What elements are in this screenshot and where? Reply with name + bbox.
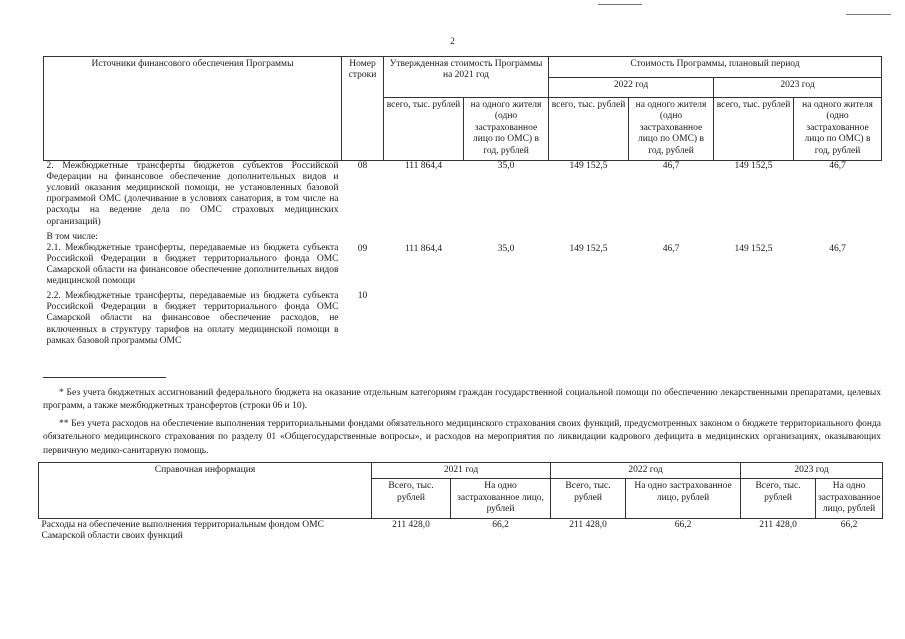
header-per-insured-2023: На одно застрахованное лицо, рублей [816, 479, 883, 518]
row-number: 10 [357, 291, 368, 302]
value-2023-total: 149 152,5 [734, 161, 773, 171]
value-2023-total [714, 291, 794, 347]
value-2023-total: 149 152,5 [734, 243, 773, 254]
header-reference-info: Справочная информация [39, 463, 372, 519]
value-2021-per-capita: 35,0 [497, 161, 515, 171]
row-source-text: 2.1. Межбюджетные трансферты, передаваемые из бюджета субъекта Российской Федерации в бюджет территориального фонда ОМС Самарской области на финансовое обеспечение дополнительных видов медицинской помощи [46, 242, 339, 287]
header-total-2022: всего, тыс. рублей [549, 98, 629, 161]
table-row [39, 518, 883, 543]
header-per-insured-2021: На одно застрахованное лицо, рублей [451, 479, 551, 518]
reference-info-table [38, 462, 883, 543]
header-per-insured-2022: На одно застрахованное лицо, рублей [626, 479, 741, 518]
page-number: 2 [450, 37, 455, 47]
value-2023-per-capita: 46,7 [829, 161, 846, 171]
header-per-capita-2021: на одного жителя (одно застрахованное лицо по ОМС) в год, рублей [464, 98, 549, 161]
value-2022-total: 149 152,5 [569, 161, 608, 171]
header-per-capita-2023: на одного жителя (одно застрахованное лицо по ОМС) в год, рублей [794, 98, 882, 161]
financing-sources-table [43, 56, 882, 347]
ref-value-2022-per-insured: 66,2 [674, 519, 692, 530]
header-source: Источники финансового обеспечения Программы [44, 57, 342, 161]
header-row-number: Номер строки [342, 57, 384, 161]
header-year-2022: 2022 год [551, 463, 741, 479]
value-2021-per-capita: 35,0 [497, 243, 515, 254]
value-2022-per-capita: 46,7 [662, 243, 680, 254]
header-year-2022: 2022 год [549, 77, 714, 98]
header-total-2023: всего, тыс. рублей [714, 98, 794, 161]
ref-value-2023-total: 211 428,0 [759, 519, 797, 530]
header-total-2021: Всего, тыс. рублей [372, 479, 451, 518]
ref-value-2022-total: 211 428,0 [569, 519, 607, 530]
footnote-divider [43, 377, 166, 378]
value-2022-total: 149 152,5 [569, 243, 608, 254]
header-year-2023: 2023 год [741, 463, 883, 479]
header-total-2021: всего, тыс. рублей [384, 98, 464, 161]
scan-artifact-line [846, 14, 891, 15]
ref-value-2023-per-insured: 66,2 [840, 519, 858, 530]
row-source-prefix: В том числе: [46, 231, 98, 242]
footnote-2: ** Без учета расходов на обеспечение выполнения территориальными фондами обязательного медицинского страхования своих функций, предусмотренных законом о бюджете территориального фонда обязательного медицинского страхования по разделу 01 «Общегосударственные вопросы», и расходов на мероприятия по ликвидации кадрового дефицита в медицинских организациях, оказывающих первичную медико-санитарную помощь. [43, 419, 881, 456]
value-2022-per-capita [629, 291, 714, 347]
value-2022-total [549, 291, 629, 347]
header-total-2022: Всего, тыс. рублей [551, 479, 626, 518]
ref-value-2021-per-insured: 66,2 [492, 519, 509, 530]
row-source-text: 2.2. Межбюджетные трансферты, передаваемые из бюджета субъекта Российской Федерации в бюджет территориального фонда ОМС Самарской области на финансовое обеспечение расходов, не включенных в структуру тарифов на оплату медицинской помощи в рамках базовой программы ОМС [46, 291, 339, 346]
header-year-2023: 2023 год [714, 77, 882, 98]
header-per-capita-2022: на одного жителя (одно застрахованное лицо по ОМС) в год, рублей [629, 98, 714, 161]
row-number: 09 [357, 243, 368, 254]
table-row [44, 232, 882, 288]
value-2023-per-capita: 46,7 [829, 243, 846, 254]
ref-value-2021-total: 211 428,0 [392, 519, 430, 530]
scan-artifact-line [598, 4, 642, 5]
header-planned-period: Стоимость Программы, плановый период [549, 57, 882, 78]
value-2021-total: 111 864,4 [404, 161, 443, 171]
row-source-cell [44, 232, 342, 288]
value-2023-per-capita [794, 291, 882, 347]
reference-row-label: Расходы на обеспечение выполнения территориальным фондом ОМС Самарской области своих функций [41, 519, 324, 541]
header-approved-2021: Утвержденная стоимость Программы на 2021 год [384, 57, 549, 98]
table-row [44, 161, 882, 228]
row-source-text: 2. Межбюджетные трансферты бюджетов субъектов Российской Федерации на финансовое обеспечение дополнительных видов и условий оказания медицинской помощи, не установленных базовой программой ОМС (долечивание в условиях санатория, в том числе на расходы на ведение дела по ОМС страховых медицинских организаций) [46, 161, 339, 227]
value-2021-total [384, 291, 464, 347]
header-total-2023: Всего, тыс. рублей [741, 479, 816, 518]
value-2022-per-capita: 46,7 [662, 161, 680, 171]
footnote-1: * Без учета бюджетных ассигнований федерального бюджета на оказание отдельным категориям граждан государственной социальной помощи по обеспечению лекарственными препаратами, целевых программ, а также межбюджетных трансфертов (строки 06 и 10). [43, 388, 881, 412]
value-2021-total: 111 864,4 [404, 243, 443, 254]
header-year-2021: 2021 год [372, 463, 551, 479]
table-row [44, 291, 882, 347]
value-2021-per-capita [464, 291, 549, 347]
row-number: 08 [357, 161, 368, 171]
